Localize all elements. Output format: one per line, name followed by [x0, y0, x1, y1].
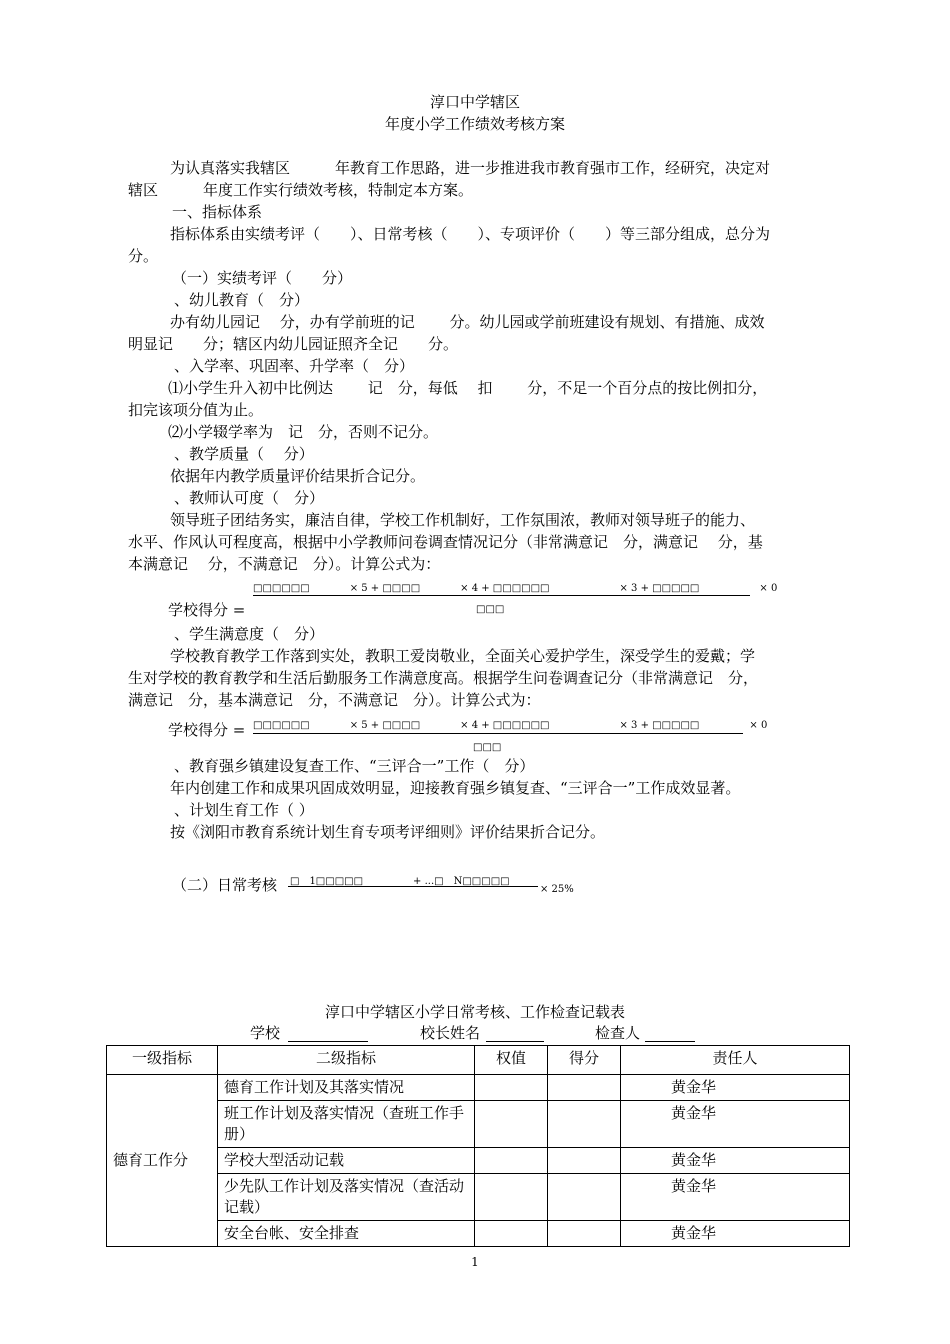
principal-label: 校长姓名 [420, 1024, 481, 1042]
weight-cell[interactable] [475, 1174, 548, 1221]
formula-1-numerator: □□□□□□ × 5 + □□□□ × 4 + □□□□□□ × 3 + □□□□□ × 0 [253, 583, 778, 594]
inspector-blank-line [645, 1041, 695, 1042]
formula-2-label: 学校得分 = [168, 721, 246, 739]
formula-2-fraction-bar [253, 733, 743, 734]
principal-blank-line [486, 1041, 544, 1042]
table-row [107, 1221, 850, 1247]
para-8c: 满意记 分，基本满意记 分，不满意记 分）。计算公式为： [128, 691, 541, 709]
subsection-heading-1: （一）实绩考评（ 分） [172, 269, 353, 287]
item-cell: 安全台帐、安全排查 [218, 1221, 475, 1247]
weight-cell[interactable] [475, 1221, 548, 1247]
weight-cell[interactable] [475, 1075, 548, 1101]
owner-cell: 黄金华 [621, 1221, 850, 1247]
item-heading-3: 、教学质量（ 分） [174, 445, 314, 463]
para-8a: 学校教育教学工作落到实处，教职工爱岗敬业，全面关心爱护学生，深受学生的爱戴；学 [170, 647, 756, 665]
table-row [107, 1101, 850, 1148]
para-2b: 分。 [128, 247, 159, 265]
para-7c: 本满意记 分，不满意记 分）。计算公式为： [128, 555, 441, 573]
subsection-heading-2: （二）日常考核 [172, 876, 278, 894]
item-cell: 班工作计划及落实情况（查班工作手册） [218, 1101, 475, 1148]
header-level2: 二级指标 [218, 1046, 475, 1075]
weight-cell[interactable] [475, 1101, 548, 1148]
item-heading-2: 、入学率、巩固率、升学率（ 分） [174, 357, 415, 375]
para-3b: 明显记 分；辖区内幼儿园证照齐全记 分。 [128, 335, 459, 353]
school-blank-line [288, 1041, 368, 1042]
category-cell: 德育工作分 [107, 1075, 218, 1247]
inspector-label: 检查人 [595, 1024, 641, 1042]
para-1a: 为认真落实我辖区 年教育工作思路，进一步推进我市教育强市工作，经研究，决定对 [170, 159, 771, 177]
para-6: 依据年内教学质量评价结果折合记分。 [170, 467, 426, 485]
owner-cell: 黄金华 [621, 1075, 850, 1101]
score-cell[interactable] [548, 1101, 621, 1148]
owner-cell: 黄金华 [621, 1101, 850, 1148]
section-heading-1: 一、指标体系 [172, 203, 263, 221]
table-header-row [107, 1046, 850, 1075]
formula-3-multiplier: × 25% [540, 884, 574, 895]
para-8b: 生对学校的教育教学和生活后勤服务工作满意度高。根据学生问卷调查记分（非常满意记 分， [128, 669, 759, 687]
form-title: 淳口中学辖区小学日常考核、工作检查记载表 [324, 1003, 625, 1021]
item-cell: 学校大型活动记载 [218, 1148, 475, 1174]
item-heading-4: 、教师认可度（ 分） [174, 489, 325, 507]
para-7b: 水平、作风认可程度高，根据中小学教师问卷调查情况记分（非常满意记 分，满意记 分，基 [128, 533, 763, 551]
owner-cell: 黄金华 [621, 1174, 850, 1221]
formula-2-denominator: □□□ [473, 742, 502, 753]
header-owner: 责任人 [621, 1046, 850, 1075]
score-cell[interactable] [548, 1148, 621, 1174]
formula-1-denominator: □□□ [476, 604, 505, 615]
formula-3-fraction-bar [288, 886, 538, 887]
item-cell: 德育工作计划及其落实情况 [218, 1075, 475, 1101]
item-heading-7: 、计划生育工作（ ） [174, 801, 314, 819]
weight-cell[interactable] [475, 1148, 548, 1174]
score-cell[interactable] [548, 1075, 621, 1101]
table-row [107, 1075, 850, 1101]
table-row [107, 1148, 850, 1174]
para-3a: 办有幼儿园记 分，办有学前班的记 分。幼儿园或学前班建设有规划、有措施、成效 [170, 313, 765, 331]
formula-2-numerator: □□□□□□ × 5 + □□□□ × 4 + □□□□□□ × 3 + □□□□□ × 0 [253, 720, 768, 731]
item-heading-1: 、幼儿教育（ 分） [174, 291, 310, 309]
item-cell: 少先队工作计划及落实情况（查活动记载） [218, 1174, 475, 1221]
score-cell[interactable] [548, 1221, 621, 1247]
formula-1-label: 学校得分 = [168, 601, 246, 619]
para-10: 按《浏阳市教育系统计划生育专项考评细则》评价结果折合记分。 [170, 823, 606, 841]
para-9: 年内创建工作和成果巩固成效明显，迎接教育强乡镇复查、“三评合一”工作成效显著。 [170, 779, 741, 797]
header-level1: 一级指标 [107, 1046, 218, 1075]
item-heading-6: 、教育强乡镇建设复查工作、“三评合一”工作（ 分） [174, 757, 535, 775]
page-number: 1 [471, 1255, 479, 1269]
item-heading-5: 、学生满意度（ 分） [174, 625, 325, 643]
para-1b: 辖区 年度工作实行绩效考核，特制定本方案。 [128, 181, 474, 199]
formula-1-fraction-bar [253, 595, 750, 596]
para-4b: 扣完该项分值为止。 [128, 401, 264, 419]
school-label: 学校 [250, 1024, 281, 1042]
para-2a: 指标体系由实绩考评（ ）、日常考核（ ）、专项评价（ ）等三部分组成，总分为 [170, 225, 771, 243]
formula-3-numerator: □ 1□□□□□ + ...□ N□□□□□ [290, 876, 510, 887]
para-5: ⑵小学辍学率为 记 分，否则不记分。 [168, 423, 439, 441]
header-score: 得分 [548, 1046, 621, 1075]
score-cell[interactable] [548, 1174, 621, 1221]
para-7a: 领导班子团结务实，廉洁自律，学校工作机制好，工作氛围浓，教师对领导班子的能力、 [170, 511, 756, 529]
table-row [107, 1174, 850, 1221]
record-table [106, 1045, 850, 1247]
para-4a: ⑴小学生升入初中比例达 记 分，每低 扣 分，不足一个百分点的按比例扣分， [168, 379, 768, 397]
doc-title-line2: 年度小学工作绩效考核方案 [384, 115, 565, 133]
header-weight: 权值 [475, 1046, 548, 1075]
doc-title-line1: 淳口中学辖区 [429, 93, 520, 111]
owner-cell: 黄金华 [621, 1148, 850, 1174]
